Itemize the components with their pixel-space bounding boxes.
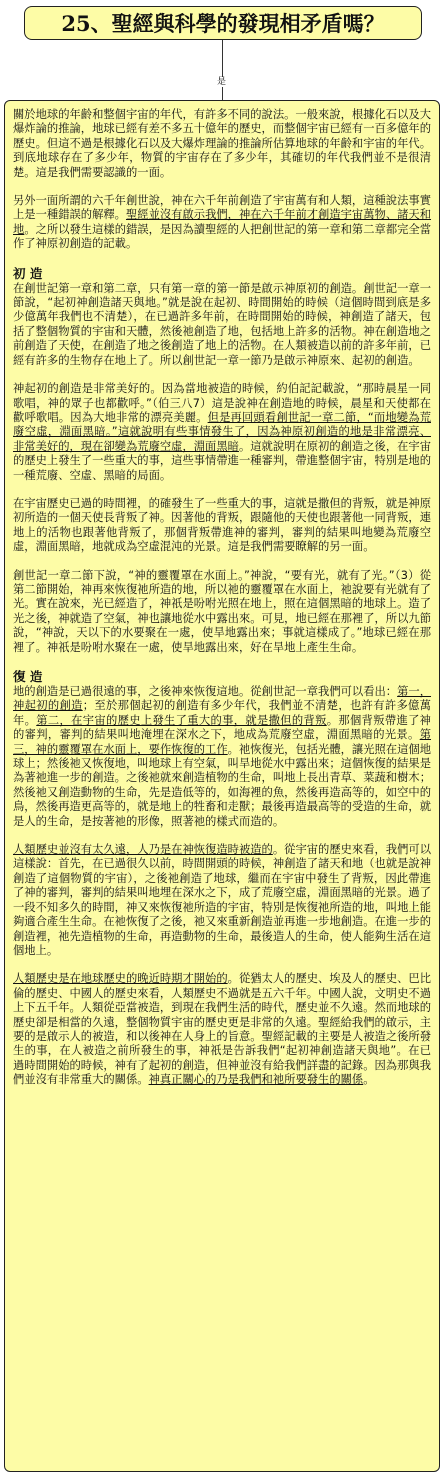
flow-connector-line xyxy=(222,40,223,100)
paragraph-six-thousand-years: 另外一面所謂的六千年創世說，神在六千年前創造了宇宙萬有和人類，這種說法事實上是一種錯誤的解釋。聖經並沒有啟示我們，神在六千年前才創造宇宙萬物、諸天和地。之所以發生這樣的錯誤，是因為讀聖經的人把創世記的第一章和第二章都完全當作了神原初創造的記載。 xyxy=(13,194,432,251)
underlined-key-point: 聖經並沒有啟示我們，神在六千年前才創造宇宙萬物、諸天和地 xyxy=(13,208,432,236)
section-heading-restoration: 復 造 xyxy=(13,669,43,684)
paragraph-human-history-recent: 人類歷史是在地球歷史的晚近時期才開始的。從猶太人的歷史、埃及人的歷史、巴比倫的歷史、中國人的歷史來看，人類歷史不過就是五六千年。中國人說，文明史不過上下五千年。人類從亞當被造，到現在我們生活的時代，歷史並不久遠。然而地球的歷史卻是相當的久遠，整個物質宇宙的歷史更是非常的久遠。聖經給我們的啟示，主要的是啟示人的被造，和以後神在人身上的旨意。聖經記載的主要是人被造之後所發生的事，在人被造之前所發生的事，神祇是告訴我們“起初神創造諸天與地”。在已過時間開始的時候，神有了起初的創造，但神並沒有給我們詳盡的記錄。因為那與我們並沒有非常重大的關係。神真正關心的乃是我們和祂所要發生的關係。 xyxy=(13,972,432,1087)
paragraph-satan-rebellion: 在宇宙歷史已過的時間裡，的確發生了一些重大的事，這就是撒但的背叛，就是神原初所造的一個天使長背叛了神。因著他的背叛，跟隨他的天使也跟著他一同背叛，連地上的活物也跟著他背叛了，那個背叛帶進神的審判，審判的結果叫地變為荒廢空虛，淵面黑暗，地就成為空虛混沌的光景。這是我們需要瞭解的另一面。 xyxy=(13,496,431,554)
section-heading-original-creation: 初 造 xyxy=(13,265,43,281)
underlined-key-point: 神真正關心的乃是我們和祂所要發生的關係 xyxy=(148,1073,364,1087)
underlined-key-point: 第二，在宇宙的歷史上發生了重大的事，就是撒但的背叛 xyxy=(36,713,327,727)
paragraph-restoration: 地的創造是已過很遠的事，之後神來恢復這地。從創世記一章我們可以看出：第一，神起初的創造；至於那個起初的創造有多少年代，我們並不清楚，也許有許多億萬年。第二，在宇宙的歷史上發生了重大的事，就是撒但的背叛。那個背叛帶進了神的審判，審判的結果叫地淹埋在深水之下，地成為荒廢空虛，淵面黑暗的光景。第三，神的靈覆罩在水面上，要作恢復的工作。祂恢復光，包括光體，讓光照在這個地球上；然後祂又恢復地，叫地球上有空氣，叫旱地從水中露出來；這個恢復的結果是為著祂進一步的創造。之後祂就來創造植物的生命，叫地上長出青草、菜蔬和樹木；然後祂又創造動物的生命，先是造低等的，如海裡的魚，然後再造高等的，如空中的鳥，然後再造更高等的，就是地上的牲畜和走獸；最後再造最高等的受造的生命，就是人的生命，是按著祂的形像，照著祂的樣式而造的。 xyxy=(13,685,432,828)
underlined-key-point: 人類歷史並沒有太久遠，人乃是在神恢復造時被造的 xyxy=(13,843,273,857)
underlined-key-point: 但是再回頭看創世記一章二節，“而地變為荒廢空虛，淵面黑暗。”這就說明有些事情發生了，因為神原初創造的地是非常漂亮、非常美好的，現在卻變為荒廢空虛，淵面黑暗 xyxy=(13,410,431,453)
underlined-key-point: 人類歷史是在地球歷史的晚近時期才開始的 xyxy=(13,972,228,986)
paragraph-creation-beautiful: 神起初的創造是非常美好的。因為當地被造的時候，約伯記記載說，“那時晨星一同歌唱，神的眾子也都歡呼。”（伯三八7）這是說神在創造地的時候，晨星和天使都在歡呼歌唱。因為大地非常的漂亮美麗。但是再回頭看創世記一章二節，“而地變為荒廢空虛，淵面黑暗。”這就說明有些事情發生了，因為神原初創造的地是非常漂亮、非常美好的，現在卻變為荒廢空虛，淵面黑暗。這就說明在原初的創造之後，在宇宙的歷史上發生了一些重大的事，這些事情帶進一種審判，帶進整個宇宙，特別是地的一種荒廢、空虛、黑暗的局面。 xyxy=(13,382,432,482)
paragraph-intro: 關於地球的年齡和整個宇宙的年代，有許多不同的說法。一般來說，根據化石以及大爆炸論的推論，地球已經有差不多五十億年的歷史，而整個宇宙已經有一百多億年的歷史。但這不過是根據化石以及大爆炸理論的推論所估算地球的年齡和宇宙的年代。到底地球存在了多少年，物質的宇宙存在了多少年，其確切的年代我們並不是很清楚。這是我們需要認識的一面。 xyxy=(13,108,431,179)
paragraph-genesis-1-2: 創世記一章二節下說，“神的靈覆罩在水面上。”神說，“要有光，就有了光。”（3）從第二節開始，神再來恢復祂所造的地，所以祂的靈覆罩在水面上，祂說要有光就有了光。實在說來，光已經造了，神祇是吩咐光照在地上，照在這個黑暗的地球上。造了光之後，神就造了空氣，神也讓地從水中露出來。可見，地已經在那裡了，所以九節說，“神說，天以下的水要聚在一處，使旱地露出來；事就這樣成了。”地球已經在那裡了。神祇是吩咐水聚在一處，使旱地露出來，好在旱地上產生生命。 xyxy=(13,568,431,654)
underlined-key-point: 第一，神起初的創造 xyxy=(13,685,432,713)
paragraph-human-history-short: 人類歷史並沒有太久遠，人乃是在神恢復造時被造的。從宇宙的歷史來看，我們可以這樣說：首先，在已過很久以前，時間開頭的時候，神創造了諸天和地（也就是說神創造了這個物質的宇宙），之後祂創造了地球，繼而在宇宙中發生了背叛，因此帶進了神的審判，審判的結果叫地埋在深水之下，成了荒廢空虛，淵面黑暗的光景。過了一段不知多久的時間，神又來恢復祂所造的宇宙，特別是恢復祂所造的地，叫地上能夠適合產生生命。在祂恢復了之後，祂又來重新創造並再進一步地創造。在進一步的創造裡，祂先造植物的生命，再造動物的生命，最後造人的生命，使人能夠生活在這個地上。 xyxy=(13,843,432,957)
paragraph-genesis-1-1: 在創世記第一章和第二章，只有第一章的第一節是啟示神原初的創造。創世記一章一節說，“起初神創造諸天與地。”就是說在起初、時間開始的時候（這個時間到底是多少億萬年我們也不清楚），在已過許多年前，在時間開始的時候，神創造了諸天，包括了整個物質的宇宙和天體，然後祂創造了地，包括地上許多的活物。神在創造地之前創造了天使，在創造了地之後創造了地上的活物。在人類被造以前的許多年前，已經有許多的生物存在地上了。所以創世記一章一節乃是啟示神原來、起初的創造。 xyxy=(13,281,431,367)
underlined-key-point: 第三，神的靈覆罩在水面上，要作恢復的工作 xyxy=(13,728,431,756)
connector-label-yes: 是 xyxy=(217,77,227,87)
question-title xyxy=(24,6,422,40)
answer-content-box xyxy=(4,100,440,1472)
question-title-text: 25、聖經與科學的發現相矛盾嗎？ xyxy=(61,11,385,36)
